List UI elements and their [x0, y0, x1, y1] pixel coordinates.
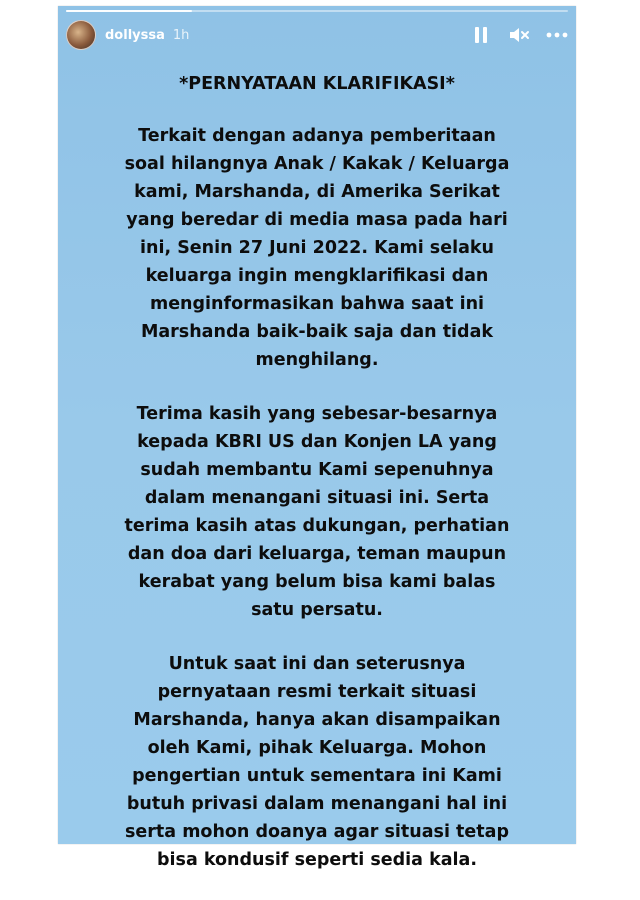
statement-line: pengertian untuk sementara ini Kami — [132, 766, 502, 786]
avatar[interactable] — [66, 20, 96, 50]
story-controls — [470, 24, 568, 46]
statement-line: Terima kasih yang sebesar-besarnya — [136, 404, 498, 424]
statement-line: menghilang. — [255, 350, 379, 370]
statement-line: oleh Kami, pihak Keluarga. Mohon — [147, 738, 487, 758]
statement-line: Untuk saat ini dan seterusnya — [168, 654, 466, 674]
post-time: 1h — [172, 27, 190, 43]
statement-line: keluarga ingin mengklarifikasi dan — [145, 266, 489, 286]
statement-line: sudah membantu Kami sepenuhnya — [140, 460, 494, 480]
statement-line: dan doa dari keluarga, teman maupun — [127, 544, 507, 564]
statement-line: satu persatu. — [251, 600, 383, 620]
statement-line: Terkait dengan adanya pemberitaan — [138, 126, 496, 146]
more-icon[interactable] — [546, 24, 568, 46]
statement-line: kami, Marshanda, di Amerika Serikat — [134, 182, 500, 202]
statement-line: menginformasikan bahwa saat ini — [149, 294, 485, 314]
statement-line: bisa kondusif seperti sedia kala. — [157, 850, 477, 870]
statement-paragraph — [82, 122, 552, 374]
username[interactable]: dollyssa — [105, 27, 165, 43]
statement-line: dalam menangani situasi ini. Serta — [144, 488, 490, 508]
statement-line: yang beredar di media masa pada hari — [126, 210, 508, 230]
story-progress-bar — [66, 10, 568, 12]
pause-icon[interactable] — [470, 24, 492, 46]
statement-line: Marshanda, hanya akan disampaikan — [133, 710, 501, 730]
statement-line: Marshanda baik-baik saja dan tidak — [140, 322, 494, 342]
statement-line: kepada KBRI US dan Konjen LA yang — [137, 432, 497, 452]
statement-line: serta mohon doanya agar situasi tetap — [125, 822, 509, 842]
story-text-content — [58, 66, 576, 900]
statement-line: pernyataan resmi terkait situasi — [157, 682, 477, 702]
statement-line: kerabat yang belum bisa kami balas — [138, 572, 496, 592]
statement-line: soal hilangnya Anak / Kakak / Keluarga — [124, 154, 510, 174]
statement-line: butuh privasi dalam menangani hal ini — [126, 794, 508, 814]
statement-line: ini, Senin 27 Juni 2022. Kami selaku — [140, 238, 494, 258]
statement-body — [58, 122, 576, 874]
story-progress-fill — [66, 10, 192, 12]
story-header — [66, 18, 568, 52]
statement-paragraph — [82, 400, 552, 624]
statement-paragraph — [82, 650, 552, 874]
statement-line: terima kasih atas dukungan, perhatian — [124, 516, 510, 536]
mute-icon[interactable] — [508, 24, 530, 46]
statement-title: *PERNYATAAN KLARIFIKASI* — [179, 74, 455, 94]
story-frame[interactable] — [58, 6, 576, 870]
